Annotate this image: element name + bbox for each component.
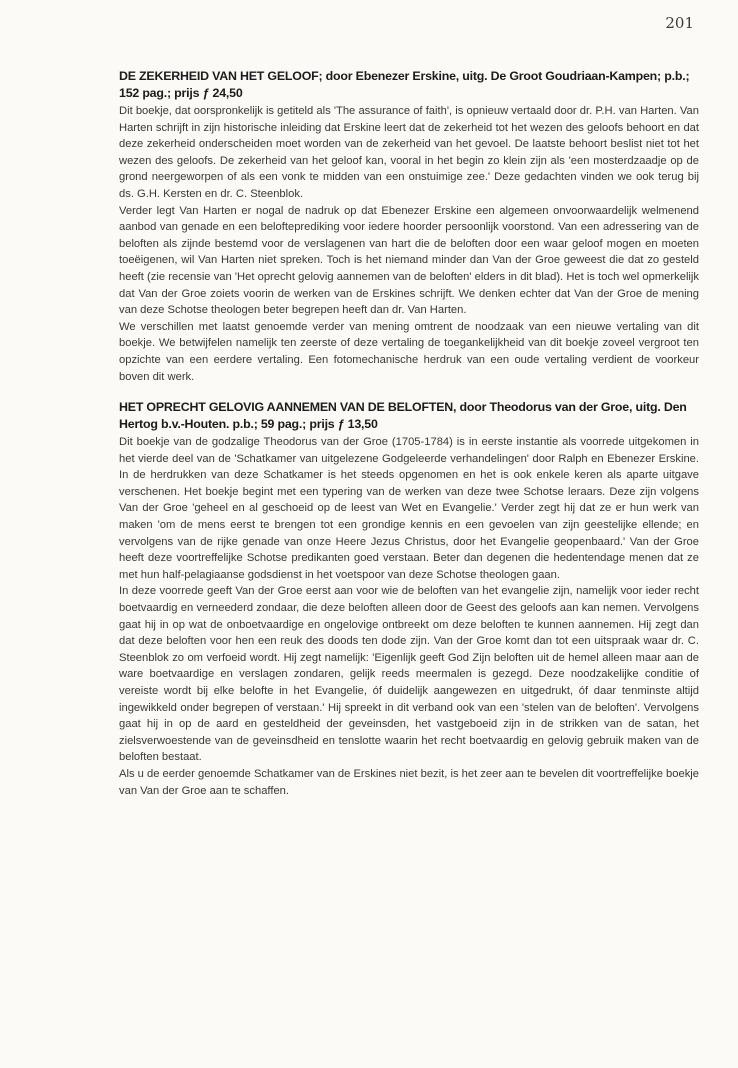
page-content	[119, 68, 699, 813]
review-paragraph: In deze voorrede geeft Van der Groe eerst aan voor wie de beloften van het evangelie zijn, namelijk voor ieder recht boetvaardig en verneederd zondaar, die deze beloften alleen door de Geest des geloofs aan kan nemen. Vervolgens gaat hij in op wat de onboetvaardige en ongelovige ontbreekt om deze beloften te kunnen aannemen. Hij zegt dan dat deze beloften voor hen een reuk des doods ten dode zijn. Van der Groe komt dan tot een uitspraak waar dr. C. Steenblok zo om verfoeid wordt. Hij zegt namelijk: 'Eigenlijk geeft God Zijn beloften uit de hemel alleen maar aan de ware boetvaardige en verslagen zondaren, gelijk reeds meermalen is gezegd. Deze noodzakelijke conditie of vereiste wordt bij elke belofte in het Evangelie, óf duidelijk aangewezen en uitgedrukt, óf daar tenminste altijd ingewikkeld onder begrepen of verstaan.' Hij spreekt in dit verband ook van een 'stelen van de beloften'. Vervolgens gaat hij in op de aard en gesteldheid der geveinsden, het vastgeboeid zijn in de strikken van de satan, het zielsverwoestende van de geveinsdheid en tenslotte waarin het recht boetvaardig en gelovig gebruik maken van de beloften bestaat.	[119, 585, 699, 764]
review-paragraph: Dit boekje van de godzalige Theodorus van der Groe (1705-1784) is in eerste instantie als voorrede uitgekomen in het vierde deel van de 'Schatkamer van uitgelezene Godgeleerde verhandelingen' door Ralph en Ebenezer Erskine. In de herdrukken van deze Schatkamer is het steeds opgenomen en het is ook enkele keren als aparte uitgave verschenen. Het boekje begint met een typering van de werken van deze twee Schotse leraars. Deze zijn volgens Van der Groe 'geheel en al geschoeid op de leest van Wet en Evangelie.' Verder zegt hij dat ze er hun werk van maken 'om de mens eerst te brengen tot een grondige kennis en een gevoelen van zijn geestelijke ellende; en vervolgens van de rijke genade van onze Heere Jezus Christus, door het Evangelie geopenbaard.' Van der Groe heeft deze voortreffelijke Schotse predikanten goed verstaan. Beter dan degenen die hedentendage menen dat ze met hun half-pelagiaanse godsdienst in het voetspoor van deze Schotse theologen gaan.	[119, 436, 699, 581]
review-paragraph: Dit boekje, dat oorspronkelijk is getiteld als 'The assurance of faith', is opnieuw vertaald door dr. P.H. van Harten. Van Harten schrijft in zijn historische inleiding dat Erskine leert dat de zekerheid tot het wezen des geloofs behoort en dat deze zekerheid onderscheiden moet worden van de zekerheid van het gevoel. De laatste behoort beslist niet tot het wezen des geloofs. De zekerheid van het geloof kan, vooral in het begin zo klein zijn als 'een mosterdzaadje op de grond neergeworpen of als een vonk te midden van een onstuimige zee.' Deze gedachten vinden we ook terug bij ds. G.H. Kersten en dr. C. Steenblok.	[119, 105, 699, 200]
review-title: DE ZEKERHEID VAN HET GELOOF; door Ebenezer Erskine, uitg. De Groot Goudriaan-Kampen; p.b.; 152 pag.; prijs ƒ 24,50	[119, 69, 690, 100]
review-paragraph: Verder legt Van Harten er nogal de nadruk op dat Ebenezer Erskine een algemeen onvoorwaardelijk welmenend aanbod van genade en een belofteprediking voor iedere hoorder persoonlijk voorstond. Van een adressering van de beloften als zijnde bestemd voor de verslagenen van hart die de beloften door een waar geloof mogen en moeten toeëigenen, wil Van Harten niet spreken. Toch is het niemand minder dan Van der Groe geweest die dat zo gesteld heeft (zie recensie van 'Het oprecht gelovig aannemen van de beloften' elders in dit blad). Het is toch wel opmerkelijk dat Van der Groe zoiets voorin de werken van de Erskines schrijft. We denken echter dat Van der Groe de mening van deze Schotse theologen beter begrepen heeft dan dr. Van Harten.	[119, 204, 699, 317]
review-paragraph: Als u de eerder genoemde Schatkamer van de Erskines niet bezit, is het zeer aan te bevelen dit voortreffelijke boekje van Van der Groe aan te schaffen.	[119, 767, 700, 797]
review-paragraph: We verschillen met laatst genoemde verder van mening omtrent de noodzaak van een nieuwe vertaling van dit boekje. We betwijfelen namelijk ten zeerste of deze vertaling de toegankelijkheid van dit boekje zoveel vergroot ten opzichte van een eerdere vertaling. Een fotomechanische herdruk van een oude vertaling verdient de voorkeur boven dit werk.	[119, 320, 699, 383]
page-number: 201	[665, 14, 694, 32]
review-title: HET OPRECHT GELOVIG AANNEMEN VAN DE BELOFTEN, door Theodorus van der Groe, uitg. Den Hertog b.v.-Houten. p.b.; 59 pag.; prijs ƒ 13,50	[119, 400, 687, 432]
review-van-der-groe	[119, 399, 699, 799]
review-erskine	[119, 68, 699, 385]
